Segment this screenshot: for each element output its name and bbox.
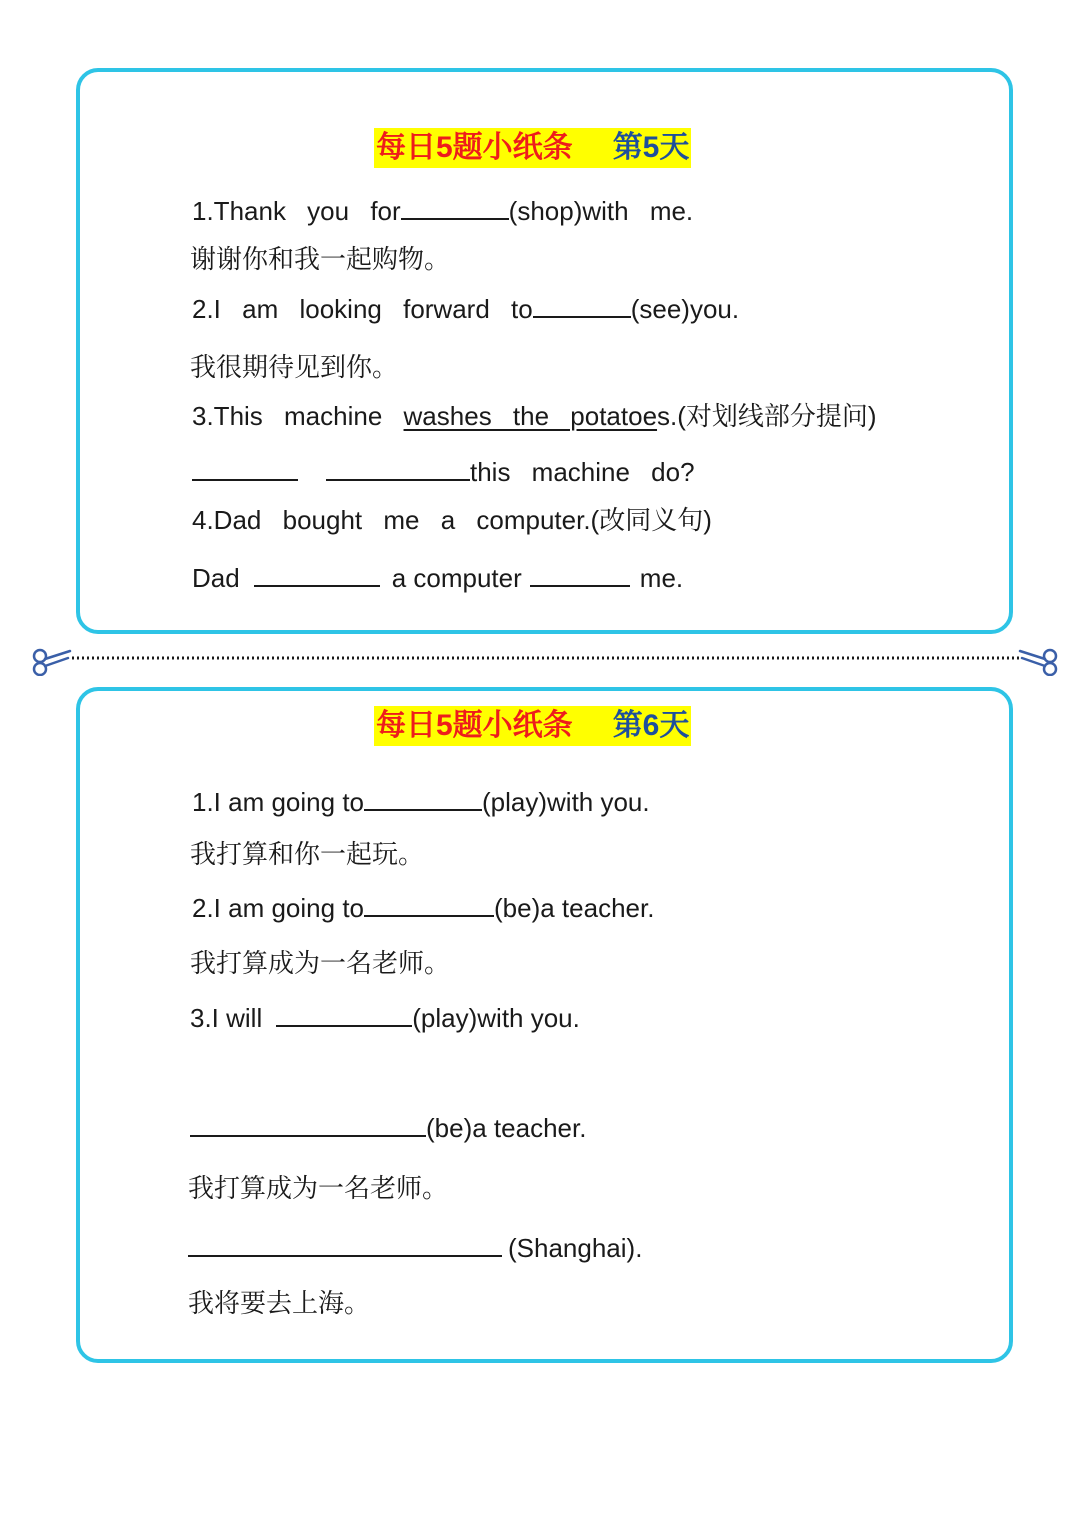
question-3-answer [192, 456, 695, 488]
question-hint: (play)with you. [482, 787, 650, 817]
question-instruction: s.(对划线部分提问) [657, 401, 877, 431]
underlined-phrase: washes the potatoe [403, 401, 658, 431]
question-hint: (shop)with me. [508, 196, 694, 226]
question-text: 1.I am going to [192, 787, 364, 817]
question-2-translation: 我很期待见到你。 [190, 353, 399, 383]
question-4-translation: 我打算成为一名老师。 [188, 1174, 449, 1204]
answer-word: me. [639, 563, 684, 593]
question-1 [192, 195, 693, 227]
answer-blank[interactable] [364, 893, 494, 917]
question-hint: (be)a teacher. [494, 893, 655, 923]
answer-word: a computer [391, 563, 522, 593]
question-text: 1.Thank you for [192, 196, 401, 226]
question-text: 2.I am going to [192, 893, 364, 923]
question-2-translation: 我打算成为一名老师。 [190, 949, 451, 979]
answer-blank[interactable] [533, 294, 631, 318]
question-3 [192, 400, 877, 432]
question-text: 3.This machine [192, 401, 404, 431]
card-title-day5 [374, 128, 691, 168]
question-1-translation: 我打算和你一起玩。 [190, 840, 425, 870]
answer-blank[interactable] [364, 787, 482, 811]
question-hint: (play)with you. [412, 1003, 580, 1033]
scissors-icon [1020, 650, 1056, 675]
card-title-day6 [374, 706, 691, 746]
answer-blank[interactable] [188, 1233, 502, 1257]
answer-blank[interactable] [276, 1003, 412, 1027]
question-1-translation: 谢谢你和我一起购物。 [190, 245, 451, 275]
question-3 [190, 1002, 580, 1034]
answer-suffix: this machine do? [470, 457, 695, 487]
question-hint: (be)a teacher. [426, 1113, 587, 1143]
answer-blank[interactable] [530, 563, 630, 587]
question-1 [192, 786, 650, 818]
question-2 [192, 293, 739, 325]
question-text: 2.I am looking forward to [192, 294, 533, 324]
answer-blank[interactable] [190, 1113, 426, 1137]
question-hint: (see)you. [630, 294, 740, 324]
answer-blank[interactable] [254, 563, 380, 587]
title-day: 第5天 [612, 131, 690, 164]
question-5-translation: 我将要去上海。 [188, 1289, 371, 1319]
answer-blank[interactable] [192, 457, 298, 481]
question-hint: (Shanghai). [508, 1233, 643, 1263]
answer-word: Dad [192, 563, 240, 593]
question-text: 3.I will [190, 1003, 263, 1033]
question-4: 4.Dad bought me a computer.(改同义句) [192, 505, 712, 535]
answer-blank[interactable] [326, 457, 470, 481]
question-4-answer [192, 562, 683, 594]
title-main: 每日5题小纸条 [376, 709, 573, 742]
scissors-icon [34, 650, 70, 675]
cut-line-divider [30, 646, 1060, 676]
question-4 [190, 1112, 586, 1144]
answer-blank[interactable] [401, 196, 509, 220]
question-2 [192, 892, 654, 924]
title-day: 第6天 [612, 709, 690, 742]
question-5 [188, 1232, 642, 1264]
title-main: 每日5题小纸条 [376, 131, 573, 164]
